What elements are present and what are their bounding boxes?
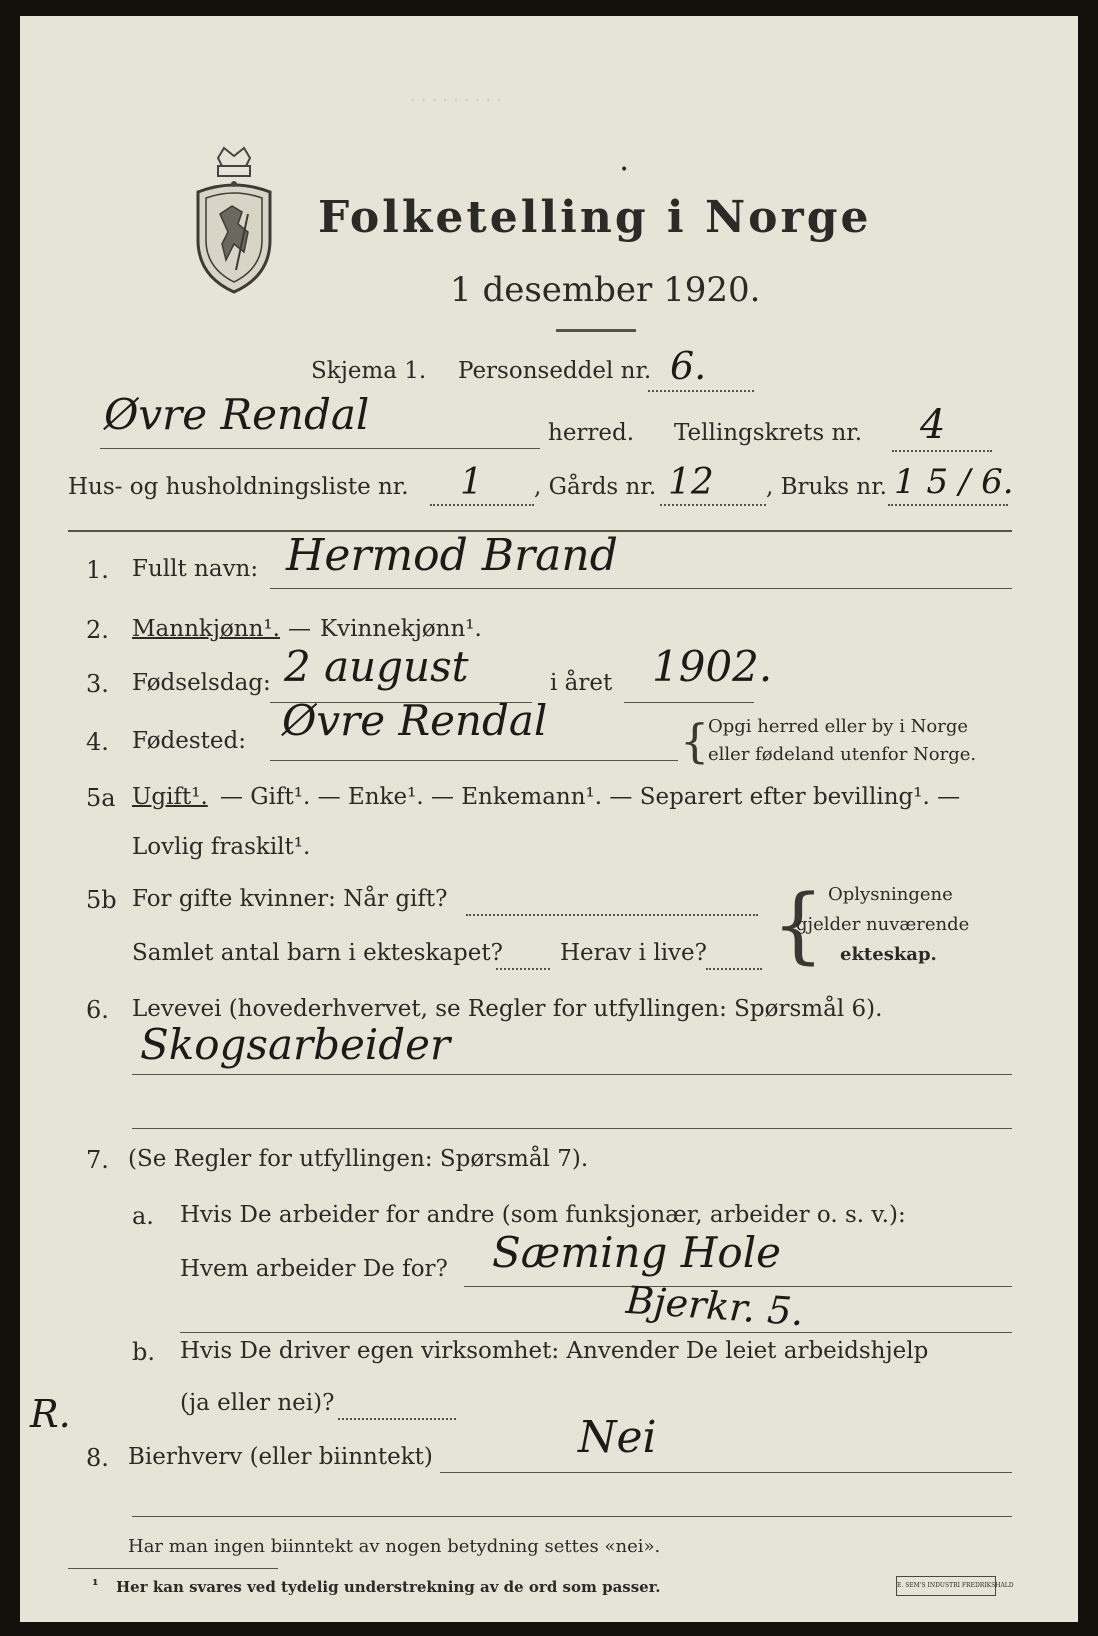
lovlig-fraskilt-option[interactable]: Lovlig fraskilt¹.: [132, 834, 311, 860]
form-title: Folketelling i Norge: [318, 192, 872, 243]
levevei-value[interactable]: Skogsarbeider: [140, 1020, 451, 1069]
tellingskrets-label: Tellingskrets nr.: [674, 420, 863, 446]
q5b-number: 5b: [86, 886, 117, 914]
tellingskrets-value[interactable]: 4: [920, 402, 946, 448]
levevei-line-1: [132, 1074, 1012, 1075]
fodselsdag-value[interactable]: 2 august: [284, 642, 469, 691]
footnote-text: Her kan svares ved tydelig understrekning av de ord som passer.: [116, 1578, 661, 1596]
husliste-value[interactable]: 1: [460, 462, 483, 503]
husliste-line: [430, 504, 534, 506]
q1-label: Fullt navn:: [132, 556, 259, 582]
title-rule: [556, 329, 636, 332]
year-label: i året: [550, 670, 613, 696]
q7-label: (Se Regler for utfyllingen: Spørsmål 7).: [128, 1146, 589, 1172]
herav-i-live-line: [706, 968, 762, 970]
footnote-number: ¹: [92, 1576, 99, 1594]
gards-value[interactable]: 12: [668, 462, 714, 503]
arbeidsgiver-extra[interactable]: Bjerkr. 5.: [624, 1277, 806, 1335]
personseddel-line: [648, 390, 754, 392]
q7b-label: Hvis De driver egen virksomhet: Anvender De leiet arbeidshjelp: [180, 1338, 929, 1364]
bleed-through: · · · · · · · · ·: [410, 91, 502, 111]
margin-mark: R.: [30, 1392, 71, 1436]
arbeidsgiver-label: Hvem arbeider De for?: [180, 1256, 448, 1282]
levevei-label: Levevei (hovederhvervet, se Regler for utfyllingen: Spørsmål 6).: [132, 996, 883, 1022]
q4-brace: {: [680, 714, 710, 768]
ugift-option[interactable]: Ugift¹.: [132, 784, 208, 810]
printer-stamp: E. SEM'S INDUSTRI FREDRIKSHALD: [896, 1576, 996, 1596]
bruks-value[interactable]: 1 5 / 6.: [894, 462, 1014, 502]
ja-eller-nei-label: (ja eller nei)?: [180, 1390, 335, 1416]
q5a-number: 5a: [86, 784, 116, 812]
herred-value[interactable]: Øvre Rendal: [104, 390, 370, 439]
q5b-note-1: Oplysningene: [828, 884, 953, 905]
q7-number: 7.: [86, 1146, 109, 1174]
nar-gift-line: [466, 914, 758, 916]
antal-barn-line: [496, 968, 550, 970]
year-line: [624, 702, 754, 703]
herred-line: [100, 448, 540, 449]
fodested-value[interactable]: Øvre Rendal: [282, 696, 548, 745]
ja-eller-nei-line: [338, 1418, 456, 1420]
gards-label: , Gårds nr.: [534, 474, 657, 500]
herav-i-live-label: Herav i live?: [560, 940, 707, 966]
q4-label: Fødested:: [132, 728, 247, 754]
nar-gift-label: For gifte kvinner: Når gift?: [132, 886, 448, 912]
q4-note-1: Opgi herred eller by i Norge: [708, 716, 969, 737]
q7a-letter: a.: [132, 1202, 154, 1230]
bierhverv-line: [440, 1472, 1012, 1473]
q4-note-2: eller fødeland utenfor Norge.: [708, 744, 977, 765]
q8-number: 8.: [86, 1444, 109, 1472]
fullt-navn-value[interactable]: Hermod Brand: [286, 530, 618, 581]
kvinnekjonn-option[interactable]: Kvinnekjønn¹.: [320, 616, 482, 642]
levevei-line-2: [132, 1128, 1012, 1129]
q5b-note-3: ekteskap.: [840, 944, 937, 965]
bruks-label: , Bruks nr.: [766, 474, 887, 500]
q5b-note-2: gjelder nuværende: [796, 914, 970, 935]
skjema-label: Skjema 1.: [311, 358, 427, 384]
q3-number: 3.: [86, 670, 109, 698]
sivilstand-options[interactable]: — Gift¹. — Enke¹. — Enkemann¹. — Separert efter bevilling¹. —: [220, 784, 961, 810]
census-form: [20, 16, 1078, 1622]
husliste-label: Hus- og husholdningsliste nr.: [68, 474, 409, 500]
q4-line: [270, 760, 678, 761]
bierhverv-label: Bierhverv (eller biinntekt): [128, 1444, 433, 1470]
q2-number: 2.: [86, 616, 109, 644]
census-date: 1 desember 1920.: [450, 270, 761, 310]
bierhverv-line-2: [132, 1516, 1012, 1517]
footnote-rule: [68, 1568, 278, 1569]
mannkjonn-option[interactable]: Mannkjønn¹.: [132, 616, 280, 642]
bruks-line: [888, 504, 1008, 506]
q6-number: 6.: [86, 996, 109, 1024]
q7a-line-2: [180, 1332, 1012, 1333]
footer-note: Har man ingen biinntekt av nogen betydning settes «nei».: [128, 1536, 661, 1557]
q7a-label: Hvis De arbeider for andre (som funksjonær, arbeider o. s. v.):: [180, 1202, 906, 1228]
arbeidsgiver-value[interactable]: Sæming Hole: [492, 1228, 781, 1277]
bierhverv-value[interactable]: Nei: [578, 1412, 657, 1463]
q2-separator: —: [288, 616, 311, 642]
herred-label: herred.: [548, 420, 635, 446]
fodselsar-value[interactable]: 1902.: [652, 642, 773, 691]
antal-barn-label: Samlet antal barn i ekteskapet?: [132, 940, 503, 966]
q3-label: Fødselsdag:: [132, 670, 271, 696]
dot-mark: •: [620, 162, 629, 178]
q1-line: [270, 588, 1012, 589]
q4-number: 4.: [86, 728, 109, 756]
q1-number: 1.: [86, 556, 109, 584]
coat-of-arms-icon: [188, 144, 280, 296]
q7b-letter: b.: [132, 1338, 155, 1366]
q5b-brace: {: [772, 878, 825, 973]
gards-line: [660, 504, 766, 506]
tellingskrets-line: [892, 450, 992, 452]
personseddel-label: Personseddel nr.: [458, 358, 652, 384]
personseddel-value[interactable]: 6.: [670, 344, 707, 388]
